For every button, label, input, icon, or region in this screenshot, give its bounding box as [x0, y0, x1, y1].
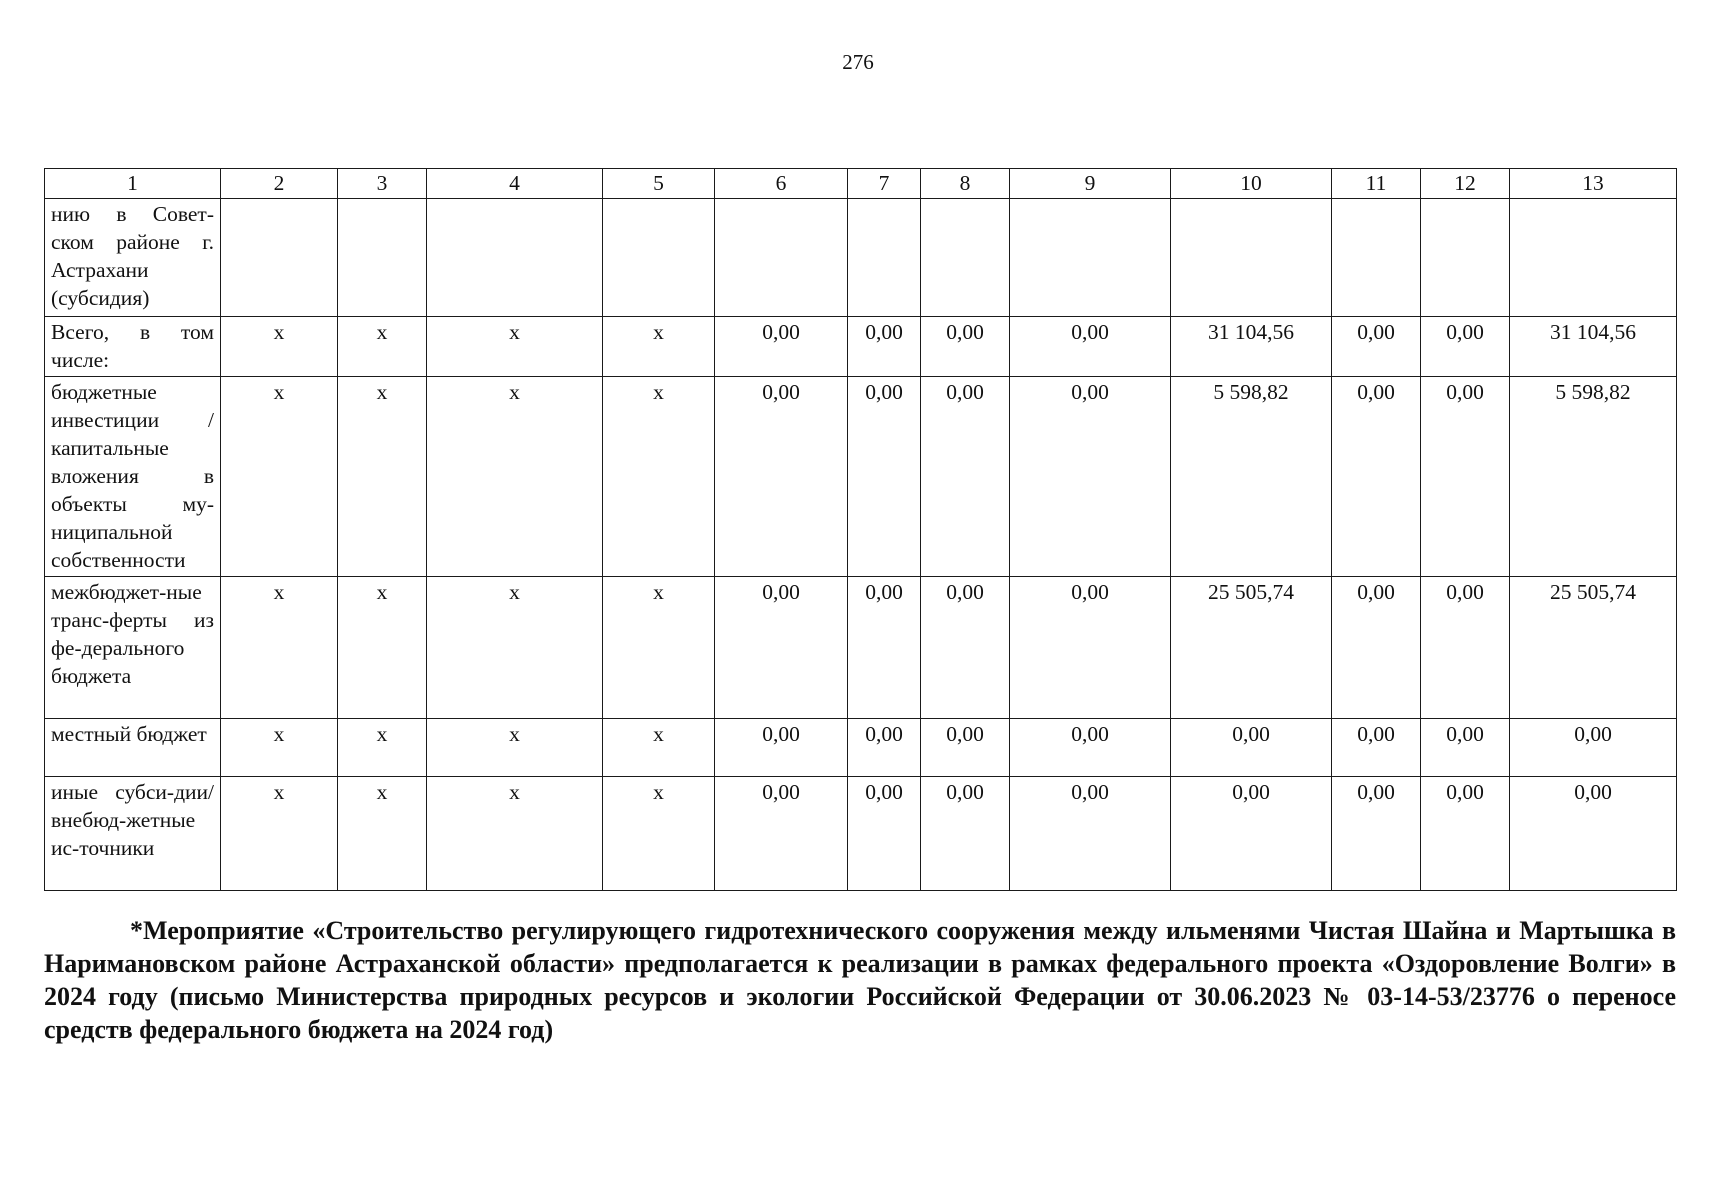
table-cell: x [427, 377, 603, 577]
column-header: 4 [427, 169, 603, 199]
table-cell: x [338, 719, 427, 777]
table-row [45, 317, 1677, 377]
table-cell: 0,00 [1332, 577, 1421, 719]
table-cell [338, 199, 427, 317]
table-cell [1421, 199, 1510, 317]
table-cell: 0,00 [848, 577, 921, 719]
table-cell: x [338, 317, 427, 377]
column-header: 6 [715, 169, 848, 199]
table-cell: 5 598,82 [1510, 377, 1677, 577]
column-header: 10 [1171, 169, 1332, 199]
table-cell: 0,00 [921, 377, 1010, 577]
table-cell: x [427, 317, 603, 377]
table-cell: 0,00 [1171, 719, 1332, 777]
table-cell [848, 199, 921, 317]
column-header: 3 [338, 169, 427, 199]
footnote: *Мероприятие «Строительство регулирующего гидротехнического сооружения между ильменями Чистая Шайна и Мартышка в Наримановском районе Астраханской области» предполагается к реализации в рамках федерального проекта «Оздоровление Волги» в 2024 году (письмо Министерства природных ресурсов и экологии Российской Федерации от 30.06.2023 № 03-14-53/23776 о переносе средств федерального бюджета на 2024 год) [44, 916, 1676, 1044]
table-cell: 0,00 [921, 777, 1010, 891]
row-label: иные субси-дии/ внебюд-жетные ис-точники [45, 777, 221, 891]
table-cell [1171, 199, 1332, 317]
table-cell: x [427, 777, 603, 891]
table-cell: 0,00 [1010, 377, 1171, 577]
table-cell: x [221, 577, 338, 719]
table-cell: 0,00 [848, 317, 921, 377]
table-cell: x [603, 377, 715, 577]
row-label: межбюджет-ные транс-ферты из фе-дерального бюджета [45, 577, 221, 719]
row-label: нию в Совет-ском районе г. Астрахани (субсидия) [45, 199, 221, 317]
table-cell: 0,00 [1332, 317, 1421, 377]
table-cell: x [221, 719, 338, 777]
table-row [45, 377, 1677, 577]
row-label: бюджетные инвестиции / капитальные вложения в объекты му-ниципальной собственности [45, 377, 221, 577]
table-cell: x [221, 317, 338, 377]
column-header: 7 [848, 169, 921, 199]
row-label: местный бюджет [45, 719, 221, 777]
table-cell: 31 104,56 [1171, 317, 1332, 377]
budget-table [44, 168, 1677, 891]
row-label: Всего, в том числе: [45, 317, 221, 377]
table-cell: 0,00 [1010, 719, 1171, 777]
table-cell: x [338, 577, 427, 719]
table-cell: 0,00 [1332, 777, 1421, 891]
table-cell [221, 199, 338, 317]
table-cell: 0,00 [921, 719, 1010, 777]
table-cell: 5 598,82 [1171, 377, 1332, 577]
table-cell: x [338, 777, 427, 891]
table-cell: 31 104,56 [1510, 317, 1677, 377]
table-cell: 0,00 [1332, 377, 1421, 577]
table-cell: x [603, 777, 715, 891]
table-row [45, 199, 1677, 317]
table-cell: 0,00 [1421, 719, 1510, 777]
table-cell [603, 199, 715, 317]
page-number: 276 [842, 50, 874, 74]
table-row [45, 777, 1677, 891]
table-cell: 0,00 [1510, 719, 1677, 777]
table-cell: 0,00 [1010, 317, 1171, 377]
table-cell: 25 505,74 [1171, 577, 1332, 719]
table-cell: x [603, 317, 715, 377]
column-header: 12 [1421, 169, 1510, 199]
table-cell: 0,00 [715, 317, 848, 377]
table-cell: x [603, 719, 715, 777]
column-header: 2 [221, 169, 338, 199]
table-cell: 0,00 [1332, 719, 1421, 777]
table-cell: 0,00 [715, 777, 848, 891]
table-cell: 0,00 [848, 719, 921, 777]
table-cell: 0,00 [715, 577, 848, 719]
table-cell: x [427, 577, 603, 719]
table-cell: 0,00 [921, 577, 1010, 719]
table-cell: x [603, 577, 715, 719]
table-cell: 25 505,74 [1510, 577, 1677, 719]
table-cell: 0,00 [1010, 777, 1171, 891]
table-cell: 0,00 [715, 719, 848, 777]
table-cell [1010, 199, 1171, 317]
table-cell: 0,00 [848, 777, 921, 891]
table-cell: 0,00 [921, 317, 1010, 377]
header-row [45, 169, 1677, 199]
table-cell: x [427, 719, 603, 777]
table-cell [1332, 199, 1421, 317]
column-header: 11 [1332, 169, 1421, 199]
table-cell: 0,00 [1171, 777, 1332, 891]
table-row [45, 577, 1677, 719]
table-cell: x [221, 377, 338, 577]
column-header: 8 [921, 169, 1010, 199]
table-cell [427, 199, 603, 317]
column-header: 9 [1010, 169, 1171, 199]
table-cell: 0,00 [1421, 317, 1510, 377]
column-header: 5 [603, 169, 715, 199]
table-row [45, 719, 1677, 777]
table-cell: x [221, 777, 338, 891]
column-header: 13 [1510, 169, 1677, 199]
table-cell [1510, 199, 1677, 317]
table-cell: 0,00 [1421, 377, 1510, 577]
column-header: 1 [45, 169, 221, 199]
table-cell [715, 199, 848, 317]
table-cell [921, 199, 1010, 317]
table-cell: 0,00 [848, 377, 921, 577]
table-cell: 0,00 [1010, 577, 1171, 719]
table-cell: 0,00 [1421, 777, 1510, 891]
table-cell: 0,00 [715, 377, 848, 577]
table-cell: 0,00 [1510, 777, 1677, 891]
table-cell: 0,00 [1421, 577, 1510, 719]
table-cell: x [338, 377, 427, 577]
